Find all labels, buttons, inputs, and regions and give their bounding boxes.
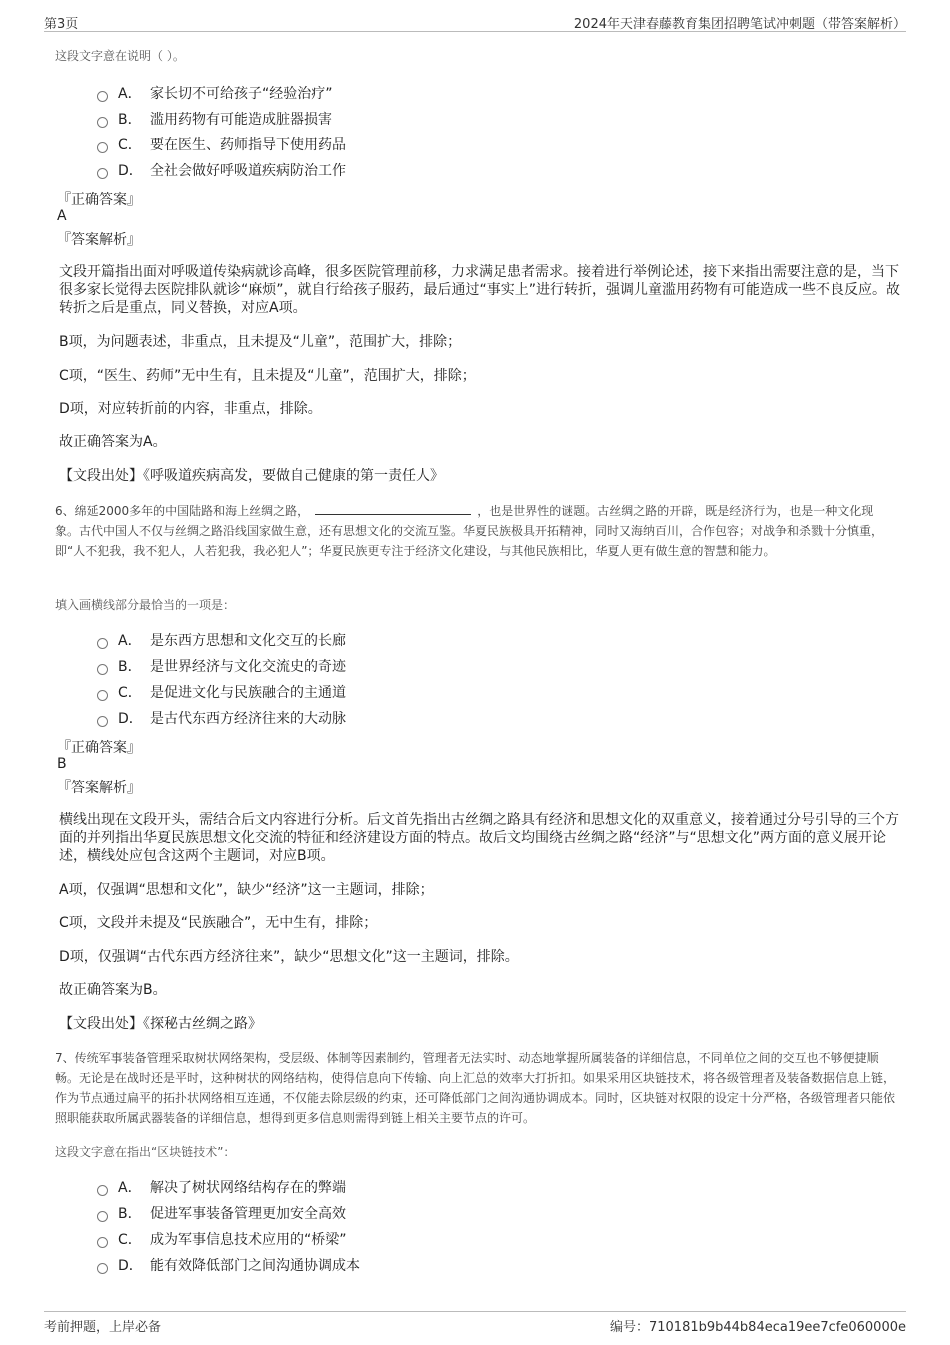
document-code: 编号：710181b9b44b84eca19ee7cfe060000e [609, 1320, 906, 1335]
option-letter: A． [118, 1180, 142, 1196]
q7-text: 7、传统军事装备管理采取树状网络架构，受层级、体制等因素制约，管理者无法实时、动态地掌握所属装备的详细信息，不同单位之间的交互也不够便捷顺畅。无论是在战时还是平时，这种树状的网络结构，使得信息向下传输、向上汇总的效率大打折扣。如果采用区块链技术，将各级管理者及装备数据信息上链，作为节点通过扁平的拓扑状网络相互连通，不仅能去除层级的约束，还可降低部门之间沟通协调成本。同时，区块链对权限的设定十分严格，各级管理者只能依照职能获取所属武器装备的详细信息，想得到更多信息则需得到链上相关主要节点的许可。 [55, 1051, 896, 1125]
radio-icon[interactable] [97, 1185, 108, 1196]
analysis-label: 『答案解析』 [57, 780, 141, 796]
q6-text-before: 6、绵延2000多年的中国陆路和海上丝绸之路， [55, 504, 310, 518]
q7-option-d[interactable] [97, 1254, 360, 1276]
q6-text-after: ，也是世界性的谜题。古丝绸之路的开辟，既是经济行为，也是一种文化现象。古代中国人不仅与丝绸之路沿线国家做生意，还有思想文化的交流互鉴。华夏民族极具开拓精神，同时又海纳百川，合作包容；对战争和杀戮十分慎重，即“人不犯我，我不犯人，人若犯我，我必犯人”；华夏民族更专注于经济文化建设，与其他民族相比，华夏人更有做生意的智慧和能力。 [55, 504, 884, 558]
option-text: 要在医生、药师指导下使用药品 [150, 137, 346, 153]
q5-option-a[interactable] [97, 82, 333, 104]
option-letter: A． [118, 633, 142, 649]
q6-source: 【文段出处】《探秘古丝绸之路》 [59, 1016, 262, 1032]
q6-option-a[interactable] [97, 629, 346, 651]
radio-icon[interactable] [97, 91, 108, 102]
analysis-label: 『答案解析』 [57, 232, 141, 248]
radio-icon[interactable] [97, 690, 108, 701]
q6-option-c[interactable] [97, 681, 346, 703]
page-footer [44, 1311, 906, 1336]
option-text: 能有效降低部门之间沟通协调成本 [150, 1258, 360, 1274]
q6-option-d[interactable] [97, 707, 346, 729]
q7-option-c[interactable] [97, 1228, 347, 1250]
option-letter: A． [118, 86, 142, 102]
option-text: 全社会做好呼吸道疾病防治工作 [150, 163, 346, 179]
option-letter: C． [118, 137, 142, 153]
document-title: 2024年天津春藤教育集团招聘笔试冲刺题（带答案解析） [573, 17, 906, 32]
q5-conclusion: 故正确答案为A。 [59, 434, 167, 450]
radio-icon[interactable] [97, 716, 108, 727]
page-header [44, 9, 906, 32]
option-text: 是促进文化与民族融合的主通道 [150, 685, 346, 701]
radio-icon[interactable] [97, 1237, 108, 1248]
answer-label: 『正确答案』 [57, 192, 141, 208]
q5-analysis-c: C项，“医生、药师”无中生有，且未提及“儿童”，范围扩大，排除； [59, 368, 476, 384]
option-letter: D． [118, 711, 143, 727]
option-text: 是古代东西方经济往来的大动脉 [150, 711, 346, 727]
q7-option-a[interactable] [97, 1176, 346, 1198]
q6-text [55, 501, 897, 561]
q5-answer: A [57, 208, 67, 224]
q5-option-b[interactable] [97, 108, 332, 130]
radio-icon[interactable] [97, 168, 108, 179]
q5-analysis-main: 文段开篇指出面对呼吸道传染病就诊高峰，很多医院管理前移，力求满足患者需求。接着进行举例论述，接下来指出需要注意的是，当下很多家长觉得去医院排队就诊“麻烦”，就自行给孩子服药，最后通过“事实上”进行转折，强调儿童滥用药物有可能造成一些不良反应。故转折之后是重点，同义替换，对应A项。 [59, 264, 901, 316]
option-text: 家长切不可给孩子“经验治疗” [150, 86, 333, 102]
option-text: 滥用药物有可能造成脏器损害 [150, 112, 332, 128]
q5-prompt: 这段文字意在说明（ ）。 [55, 49, 185, 63]
radio-icon[interactable] [97, 1211, 108, 1222]
option-text: 是世界经济与文化交流史的奇迹 [150, 659, 346, 675]
option-text: 促进军事装备管理更加安全高效 [150, 1206, 346, 1222]
q6-option-b[interactable] [97, 655, 346, 677]
q6-conclusion: 故正确答案为B。 [59, 982, 167, 998]
fill-blank [315, 501, 471, 515]
q6-analysis-c: C项，文段并未提及“民族融合”，无中生有，排除； [59, 915, 378, 931]
radio-icon[interactable] [97, 638, 108, 649]
answer-label: 『正确答案』 [57, 740, 141, 756]
option-text: 解决了树状网络结构存在的弊端 [150, 1180, 346, 1196]
option-letter: B． [118, 659, 142, 675]
q6-answer: B [57, 756, 67, 772]
option-letter: B． [118, 1206, 142, 1222]
q6-prompt: 填入画横线部分最恰当的一项是： [55, 598, 236, 612]
radio-icon[interactable] [97, 142, 108, 153]
q5-source: 【文段出处】《呼吸道疾病高发，要做自己健康的第一责任人》 [59, 468, 444, 484]
q5-option-d[interactable] [97, 159, 346, 181]
q5-option-c[interactable] [97, 133, 346, 155]
option-letter: B． [118, 112, 142, 128]
q6-analysis-a: A项，仅强调“思想和文化”，缺少“经济”这一主题词，排除； [59, 882, 434, 898]
footer-slogan: 考前押题，上岸必备 [44, 1320, 162, 1335]
option-letter: D． [118, 1258, 143, 1274]
q7-prompt: 这段文字意在指出“区块链技术”： [55, 1145, 236, 1159]
radio-icon[interactable] [97, 1263, 108, 1274]
option-letter: D． [118, 163, 143, 179]
q5-analysis-d: D项，对应转折前的内容，非重点，排除。 [59, 401, 322, 417]
option-text: 是东西方思想和文化交互的长廊 [150, 633, 346, 649]
radio-icon[interactable] [97, 117, 108, 128]
radio-icon[interactable] [97, 664, 108, 675]
q7-option-b[interactable] [97, 1202, 346, 1224]
q5-analysis-b: B项，为问题表述，非重点，且未提及“儿童”，范围扩大，排除； [59, 334, 462, 350]
option-letter: C． [118, 685, 142, 701]
option-letter: C． [118, 1232, 142, 1248]
q6-analysis-main: 横线出现在文段开头，需结合后文内容进行分析。后文首先指出古丝绸之路具有经济和思想文化的双重意义，接着通过分号引导的三个方面的并列指出华夏民族思想文化交流的特征和经济建设方面的特点。故后文均围绕古丝绸之路“经济”与“思想文化”两方面的意义展开论述，横线处应包含这两个主题词，对应B项。 [59, 812, 899, 864]
q6-analysis-d: D项，仅强调“古代东西方经济往来”，缺少“思想文化”这一主题词，排除。 [59, 949, 519, 965]
option-text: 成为军事信息技术应用的“桥梁” [150, 1232, 347, 1248]
page-number: 第3页 [44, 17, 79, 32]
